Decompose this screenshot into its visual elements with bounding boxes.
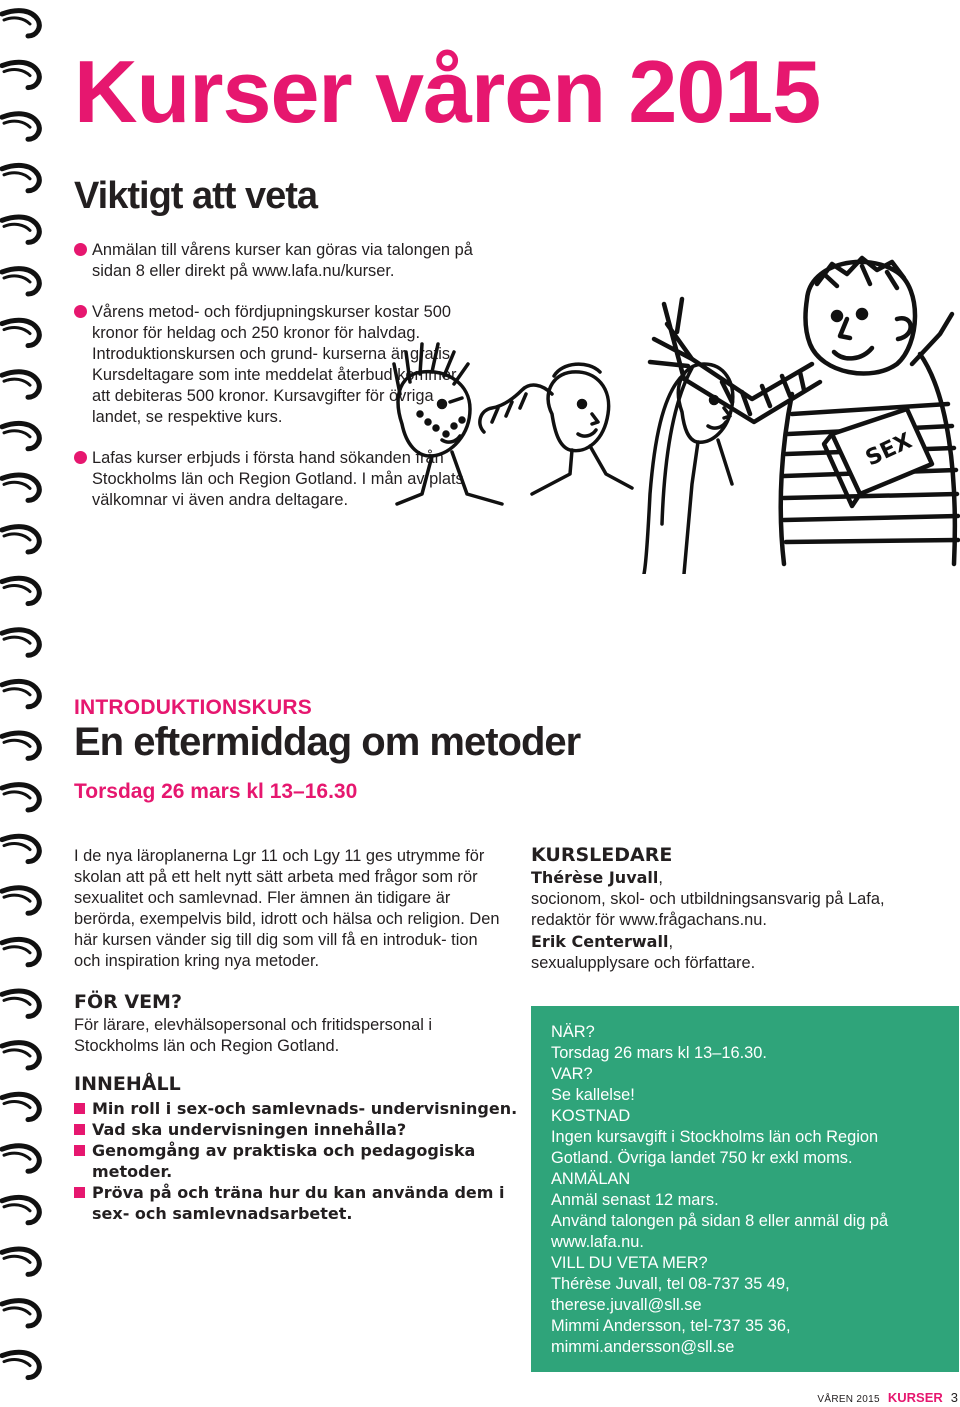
binding-coil (2, 939, 39, 964)
leader-name: Erik Centerwall (531, 932, 669, 951)
footer-section-label: KURSER (887, 1390, 943, 1405)
course-date: Torsdag 26 mars kl 13–16.30 (74, 780, 358, 803)
binding-coil-inner (4, 534, 30, 540)
bullet-dot-icon (74, 305, 87, 318)
binding-coil-inner (4, 482, 30, 488)
more-info-label: VILL DU VETA MER? (551, 1254, 708, 1272)
contact-2-email: mimmi.andersson@sll.se (551, 1338, 735, 1356)
binding-coil-inner (4, 70, 30, 76)
list-item (74, 1119, 524, 1140)
section-title: Viktigt att veta (74, 175, 318, 217)
course-title: En eftermiddag om metoder (74, 720, 581, 764)
list-item (74, 1140, 524, 1182)
cost-text: Ingen kursavgift i Stockholms län och Region Gotland. Övriga landet 750 kr exkl moms. (551, 1128, 879, 1167)
cost-label: KOSTNAD (551, 1107, 631, 1125)
binding-coil (2, 423, 39, 448)
binding-coil (2, 1197, 39, 1222)
binding-coil-inner (4, 431, 30, 437)
for-who-text: För lärare, elevhälsopersonal och fritidspersonal i Stockholms län och Region Gotland. (74, 1016, 433, 1055)
page-footer (817, 1390, 958, 1405)
bullet-text: Lafas kurser erbjuds i första hand sökanden från Stockholms län och Region Gotland. I mån av plats välkomnar vi även andra deltagare. (92, 449, 464, 509)
info-box-content (551, 1022, 943, 1358)
binding-coil-inner (4, 1308, 30, 1314)
binding-coil-inner (4, 1360, 30, 1366)
binding-coil (2, 991, 39, 1016)
binding-coil-inner (4, 586, 30, 592)
binding-coil-inner (4, 1256, 30, 1262)
content-list (74, 1098, 524, 1224)
binding-coil (2, 1043, 39, 1068)
binding-coil-inner (4, 276, 30, 282)
course-leaders (531, 844, 941, 974)
binding-coil (2, 836, 39, 861)
binding-coil-inner (4, 1153, 30, 1159)
contact-1: Thérèse Juvall, tel 08-737 35 49, (551, 1275, 790, 1293)
for-who-section (74, 990, 514, 1057)
bullet-text: Vårens metod- och fördjupningskurser kostar 500 kronor för heldag och 250 kronor för halvdag. Introduktionskursen och grund- kurserna är gratis. Kursdeltagare som inte meddelat återbud kommer att debiteras 500 kronor. Kursavgifter för övriga landet, se respektive kurs. (92, 303, 457, 426)
binding-coil-inner (4, 689, 30, 695)
binding-coil (2, 165, 39, 190)
leader-role: socionom, skol- och utbildningsansvarig på Lafa, redaktör för www.frågachans.nu. (531, 890, 885, 929)
binding-coil-inner (4, 998, 30, 1004)
binding-coil (2, 1094, 39, 1119)
binding-coil (2, 372, 39, 397)
binding-coil-inner (4, 173, 30, 179)
bullet-text: Anmälan till vårens kurser kan göras via talongen på sidan 8 eller direkt på www.lafa.nu/kurser. (92, 241, 473, 280)
list-item (74, 1098, 524, 1119)
square-bullet-icon (74, 1145, 85, 1156)
course-kicker: INTRODUKTIONSKURS (74, 696, 312, 719)
binding-coil (2, 527, 39, 552)
content-heading: INNEHÅLL (74, 1073, 181, 1095)
where-label: VAR? (551, 1065, 593, 1083)
classroom-illustration (392, 244, 960, 574)
square-bullet-icon (74, 1103, 85, 1114)
binding-coil (2, 785, 39, 810)
contact-1-email: therese.juvall@sll.se (551, 1296, 702, 1314)
binding-coil (2, 888, 39, 913)
binding-coil (2, 269, 39, 294)
content-item-text: Pröva på och träna hur du kan använda dem i sex- och samlevnadsarbetet. (92, 1183, 505, 1223)
leader-entry: Erik Centerwall, (531, 932, 673, 951)
binding-coil-inner (4, 379, 30, 385)
list-item (74, 1182, 524, 1224)
signup-instructions: Använd talongen på sidan 8 eller anmäl dig på www.lafa.nu. (551, 1212, 889, 1251)
where-text: Se kallelse! (551, 1086, 635, 1104)
leader-entry: Thérèse Juvall, (531, 868, 663, 887)
binding-coil (2, 630, 39, 655)
square-bullet-icon (74, 1187, 85, 1198)
info-box (531, 1006, 959, 1372)
leader-role: sexualupplysare och författare. (531, 954, 756, 972)
binding-coil-inner (4, 328, 30, 334)
book-label: SEX (861, 428, 916, 472)
binding-coil (2, 1249, 39, 1274)
when-text: Torsdag 26 mars kl 13–16.30. (551, 1044, 767, 1062)
binding-coil (2, 114, 39, 139)
binding-coil (2, 217, 39, 242)
leader-name: Thérèse Juvall (531, 868, 659, 887)
binding-coil (2, 475, 39, 500)
bullet-dot-icon (74, 451, 87, 464)
when-label: NÄR? (551, 1023, 595, 1041)
binding-coil-inner (4, 1205, 30, 1211)
binding-coil (2, 320, 39, 345)
binding-coil-inner (4, 895, 30, 901)
binding-coil-inner (4, 1050, 30, 1056)
binding-coil (2, 1301, 39, 1326)
content-section (74, 1073, 524, 1224)
signup-label: ANMÄLAN (551, 1170, 631, 1188)
binding-coil-inner (4, 1102, 30, 1108)
binding-coil-inner (4, 224, 30, 230)
binding-coil (2, 733, 39, 758)
binding-coil (2, 681, 39, 706)
spiral-binding (0, 0, 48, 1407)
course-intro: I de nya läroplanerna Lgr 11 och Lgy 11 ges utrymme för skolan att på ett helt nytt sätt arbeta med frågor som rör sexualitet och samlevnad. Fler ämnen än tidigare är berörda, exempelvis bild, idrott och hälsa och religion. Den här kursen vänder sig till dig som vill få en introduk- tion och inspiration kring nya metoder. (74, 847, 500, 970)
binding-coil-inner (4, 947, 30, 953)
square-bullet-icon (74, 1124, 85, 1135)
page-number: 3 (950, 1390, 958, 1405)
binding-coil-inner (4, 844, 30, 850)
binding-coil (2, 1352, 39, 1377)
binding-coil-inner (4, 18, 30, 24)
content-item-text: Genomgång av praktiska och pedagogiska metoder. (92, 1141, 476, 1181)
page-title: Kurser våren 2015 (74, 42, 821, 141)
content-item-text: Min roll i sex-och samlevnads- undervisningen. (92, 1099, 518, 1118)
binding-coil (2, 578, 39, 603)
bullet-dot-icon (74, 243, 87, 256)
signup-deadline: Anmäl senast 12 mars. (551, 1191, 719, 1209)
for-who-heading: FÖR VEM? (74, 991, 182, 1013)
content-item-text: Vad ska undervisningen innehålla? (92, 1120, 407, 1139)
contact-2: Mimmi Andersson, tel-737 35 36, (551, 1317, 791, 1335)
binding-coil-inner (4, 121, 30, 127)
binding-coil-inner (4, 637, 30, 643)
binding-coil (2, 11, 39, 36)
binding-coil-inner (4, 740, 30, 746)
binding-coil (2, 1146, 39, 1171)
binding-coil (2, 62, 39, 87)
leaders-heading: KURSLEDARE (531, 844, 673, 866)
binding-coil-inner (4, 792, 30, 798)
footer-season: VÅREN 2015 (817, 1394, 880, 1405)
